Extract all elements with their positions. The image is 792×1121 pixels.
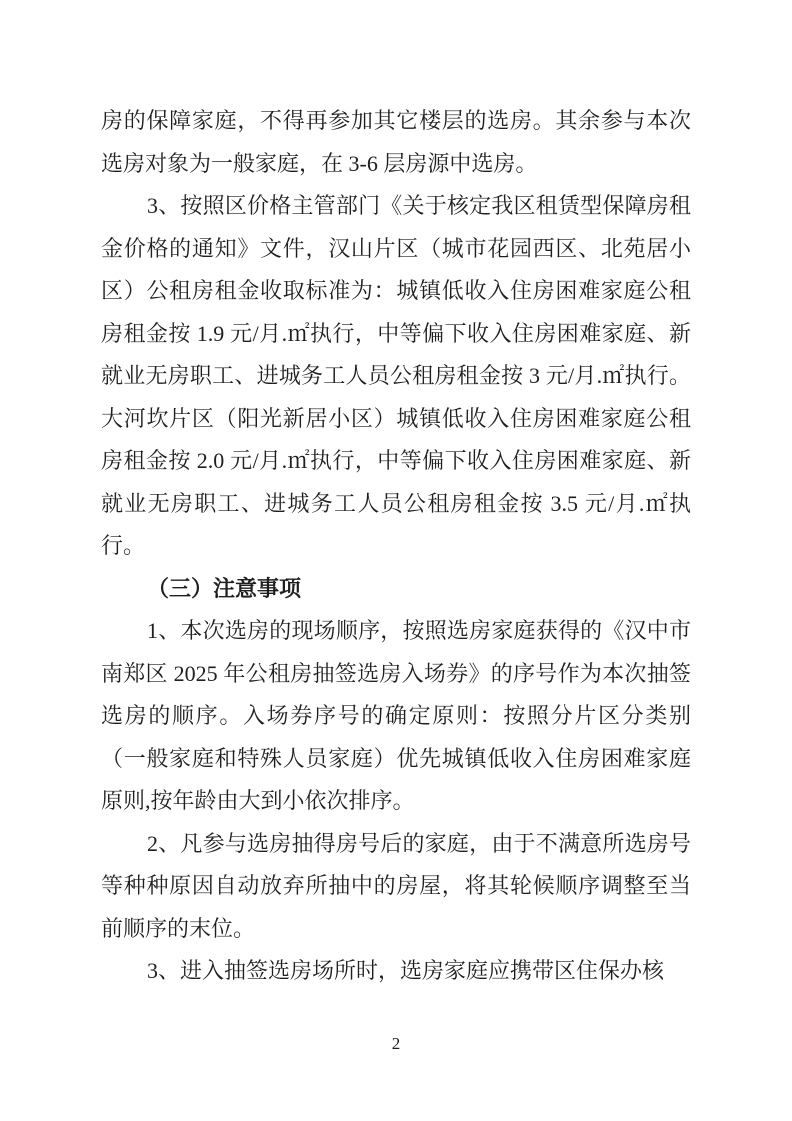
section-heading: （三）注意事项: [147, 575, 302, 601]
page-number: 2: [391, 1034, 401, 1053]
paragraph: 2、凡参与选房抽得房号后的家庭，由于不满意所选房号等种种原因自动放弃所抽中的房屋，将其轮候顺序调整至当前顺序的末位。: [101, 830, 691, 941]
paragraph: 3、按照区价格主管部门《关于核定我区租赁型保障房租金价格的通知》文件，汉山片区（城市花园西区、北苑居小区）公租房租金收取标准为：城镇低收入住房困难家庭公租房租金按 1.9 元/月.㎡执行，中等偏下收入住房困难家庭、新就业无房职工、进城务工人员公租房租金按 3 元/月.㎡执行。大河坎片区（阳光新居小区）城镇低收入住房困难家庭公租房租金按 2.0 元/月.㎡执行，中等偏下收入住房困难家庭、新就业无房职工、进城务工人员公租房租金按 3.5 元/月.㎡执行。: [101, 193, 691, 558]
document-body: [101, 100, 691, 993]
paragraph: 房的保障家庭，不得再参加其它楼层的选房。其余参与本次选房对象为一般家庭，在 3-6 层房源中选房。: [101, 108, 691, 176]
paragraph: 1、本次选房的现场顺序，按照选房家庭获得的《汉中市南郑区 2025 年公租房抽签选房入场券》的序号作为本次抽签选房的顺序。入场券序号的确定原则：按照分片区分类别（一般家庭和特殊人员家庭）优先城镇低收入住房困难家庭原则,按年龄由大到小依次排序。: [101, 618, 691, 813]
paragraph: 3、进入抽签选房场所时，选房家庭应携带区住保办核: [147, 958, 665, 983]
